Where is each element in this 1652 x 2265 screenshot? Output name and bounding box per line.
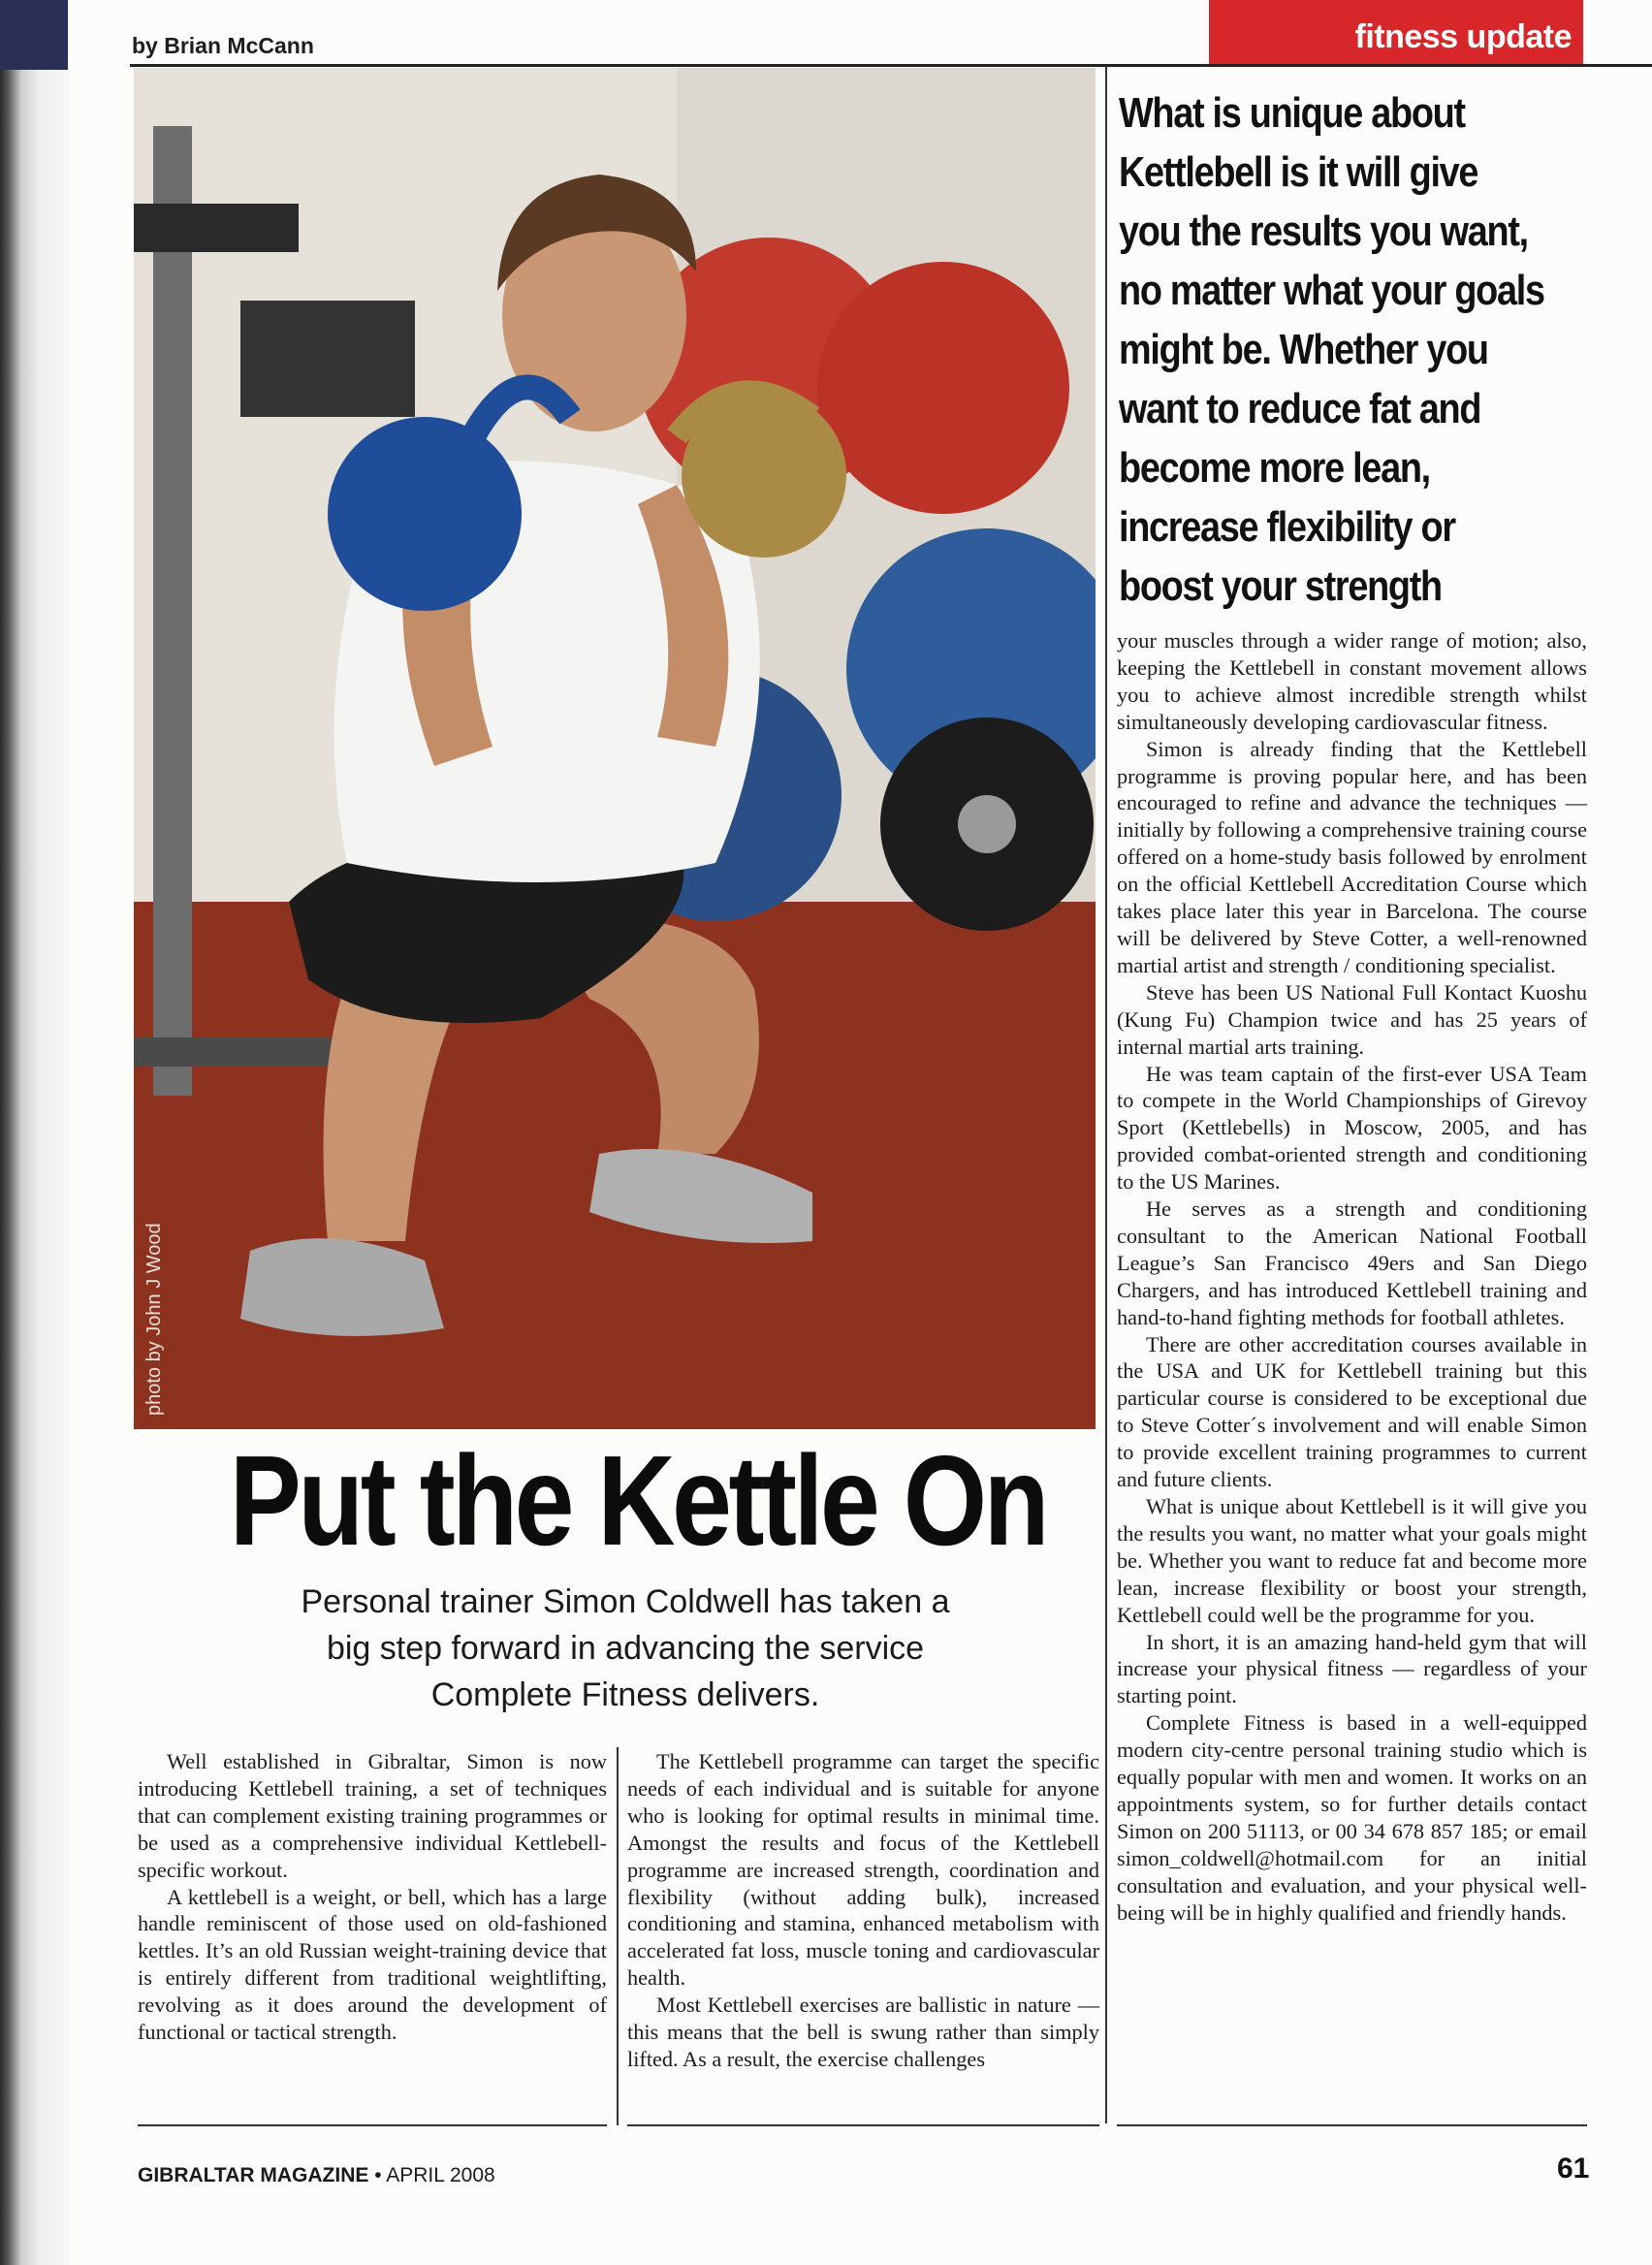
paragraph: In short, it is an amazing hand-held gym that will increase your physical fitness — regardless of your starting point.	[1117, 1629, 1587, 1708]
pull-quote-line: Kettlebell is it will give	[1119, 148, 1478, 196]
standfirst	[194, 1579, 1057, 1718]
binding-accent	[0, 0, 68, 70]
paragraph: Well established in Gibraltar, Simon is now introducing Kettlebell training, a set of techniques that can complement existing training programmes or be used as a comprehensive individual Kettlebell-specific workout.	[138, 1749, 607, 1882]
column-rule-photo	[1105, 66, 1107, 2123]
paragraph: What is unique about Kettlebell is it will give you the results you want, no matter what your goals might be. Whether you want to reduce fat and become more lean, increase flexibility or boost your strength, Kettlebell could well be the programme for you.	[1117, 1494, 1587, 1627]
photo-credit: photo by John J Wood	[143, 1223, 165, 1416]
machine-frame	[153, 126, 192, 1096]
body-column-2	[627, 1748, 1099, 2073]
pull-quote-line: What is unique about	[1119, 89, 1465, 137]
page-number: 61	[1557, 2153, 1590, 2185]
standfirst-line: Personal trainer Simon Coldwell has taken a	[301, 1583, 950, 1620]
footer-masthead	[138, 2164, 495, 2187]
red-exercise-ball-2	[817, 262, 1069, 514]
standfirst-line: Complete Fitness delivers.	[430, 1676, 820, 1713]
fan-hub	[958, 795, 1016, 853]
page-binding	[0, 0, 70, 2265]
paragraph-continuation: your muscles through a wider range of motion; also, keeping the Kettlebell in constant movement allows you to achieve almost incredible strength whilst simultaneously developing cardiovascular fitness.	[1117, 628, 1587, 734]
pull-quote-line: want to reduce fat and	[1119, 385, 1481, 432]
pull-quote-line: increase flexibility or	[1119, 503, 1455, 551]
pull-quote-line: no matter what your goals	[1119, 267, 1544, 314]
byline: by Brian McCann	[132, 33, 314, 58]
body-column-3	[1117, 627, 1587, 1927]
pull-quote-line: you the results you want,	[1119, 207, 1528, 255]
bottom-rule-col2	[627, 2124, 1099, 2126]
top-rule	[130, 64, 1652, 67]
magazine-name: GIBRALTAR MAGAZINE	[138, 2164, 369, 2186]
bottom-rule-col3	[1117, 2124, 1587, 2126]
pull-quote	[1119, 83, 1544, 616]
paragraph: The Kettlebell programme can target the specific needs of each individual and is suitable for anyone who is looking for optimal results in minimal time. Amongst the results and focus of the Kettlebell programme are increased strength, coordination and flexibility (without adding bulk), increased conditioning and stamina, enhanced metabolism with accelerated fat loss, muscle toning and cardiovascular health.	[627, 1749, 1099, 1991]
paragraph: There are other accreditation courses available in the USA and UK for Kettlebell training but this particular course is considered to be exceptional due to Steve Cotter´s involvement and will enable Simon to provide excellent training programmes to current and future clients.	[1117, 1331, 1587, 1492]
pull-quote-line: boost your strength	[1119, 562, 1442, 610]
machine-screen	[240, 301, 415, 417]
bottom-rule-col1	[138, 2124, 607, 2126]
paragraph: Most Kettlebell exercises are ballistic in nature — this means that the bell is swung rather than simply lifted. As a result, the exercise challenges	[627, 1993, 1099, 2071]
article-photo	[134, 68, 1096, 1429]
blue-kettlebell	[328, 417, 522, 611]
paragraph: A kettlebell is a weight, or bell, which has a large handle reminiscent of those used on old-fashioned kettles. It’s an old Russian weight-training device that is entirely different from traditional weightlifting, revolving as it does around the development of functional or tactical strength.	[138, 1884, 607, 2045]
paragraph: He serves as a strength and conditioning consultant to the American National Football League’s San Francisco 49ers and San Diego Chargers, and has introduced Kettlebell training and hand-to-hand fighting methods for football athletes.	[1117, 1196, 1587, 1329]
body-column-1	[138, 1748, 607, 2046]
pull-quote-line: become more lean,	[1119, 444, 1430, 492]
kettlebell-squat-illustration	[134, 68, 1096, 1429]
standfirst-line: big step forward in advancing the service	[326, 1630, 925, 1667]
pull-quote-line: might be. Whether you	[1119, 326, 1488, 373]
footer-separator: •	[368, 2164, 387, 2186]
issue-date: APRIL 2008	[386, 2164, 495, 2186]
column-rule-col1	[617, 1747, 619, 2125]
paragraph: He was team captain of the first-ever USA Team to compete in the World Championships of Girevoy Sport (Kettlebells) in Moscow, 2005, and has provided combat-oriented strength and conditioning to the US Marines.	[1117, 1061, 1587, 1195]
article-headline: Put the Kettle On	[229, 1429, 1047, 1572]
machine-console	[134, 204, 299, 252]
paragraph: Steve has been US National Full Kontact Kuoshu (Kung Fu) Champion twice and has 25 years of internal martial arts training.	[1117, 979, 1587, 1059]
paragraph: Complete Fitness is based in a well-equipped modern city-centre personal training studio which is equally popular with men and women. It works on an appointments system, so for further details contact Simon on 200 51113, or 00 34 678 857 185; or email simon_coldwell@hotmail.com for an initial consultation and evaluation, and your physical well-being will be in highly qualified and friendly hands.	[1117, 1710, 1587, 1925]
paragraph: Simon is already finding that the Kettlebell programme is proving popular here, and has been encouraged to refine and advance the techniques — initially by following a comprehensive training course offered on a home-study basis followed by enrolment on the official Kettlebell Accreditation Course which takes place later this year in Barcelona. The course will be delivered by Steve Cotter, a well-renowned martial artist and strength / conditioning specialist.	[1117, 736, 1587, 977]
section-tab: fitness update	[1209, 0, 1583, 64]
